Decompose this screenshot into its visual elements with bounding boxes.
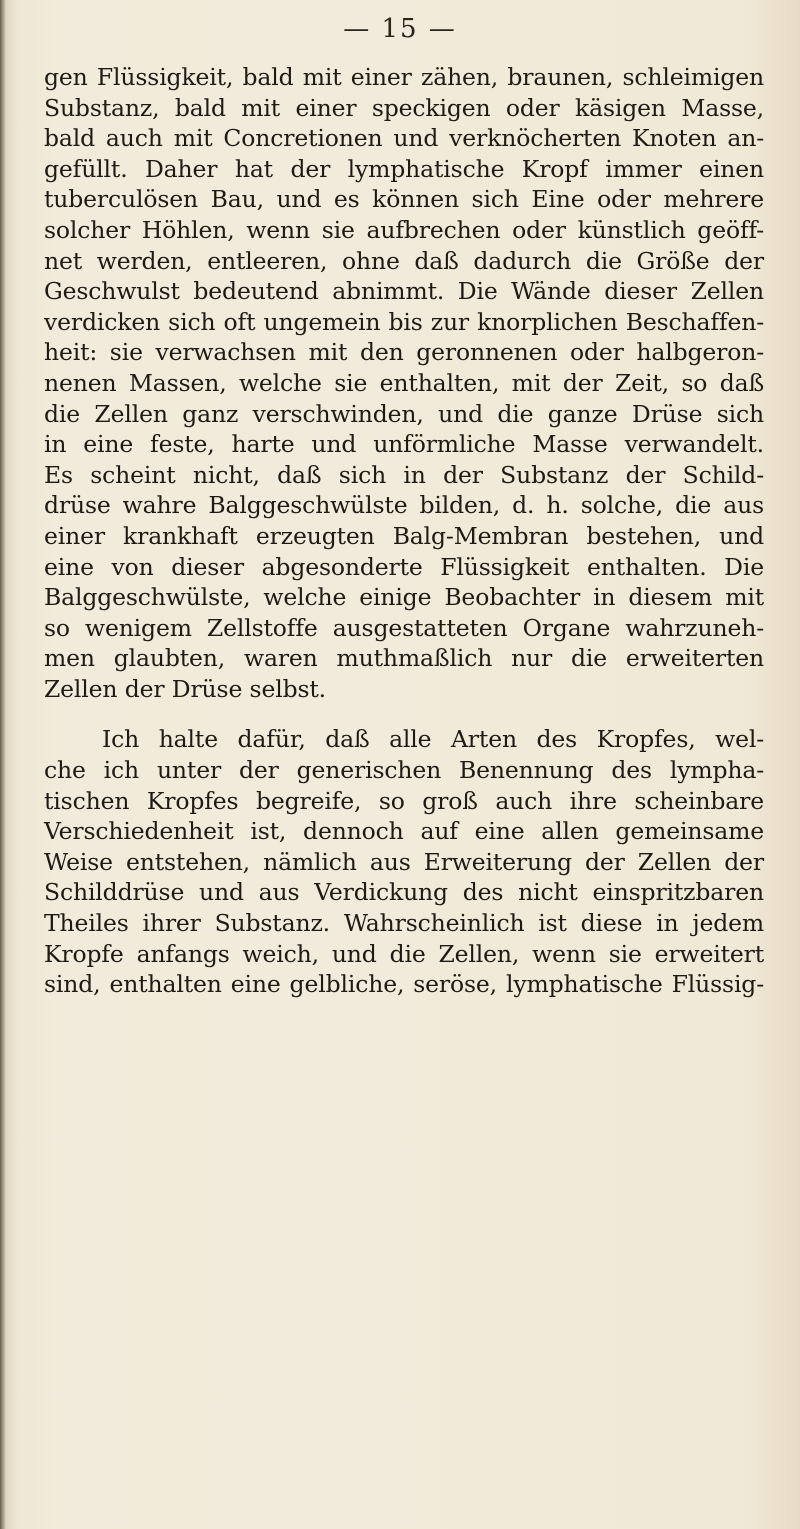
text-line: Weise entstehen, nämlich aus Erweiterung der Zellen der (44, 847, 764, 876)
text-line: tischen Kropfes begreife, so groß auch ihre scheinbare (44, 786, 764, 815)
text-line: sind, enthalten eine gelbliche, seröse, lymphatische Flüssig- (44, 970, 764, 999)
text-line: Theiles ihrer Substanz. Wahrscheinlich ist diese in jedem (44, 909, 764, 938)
text-line: Ich halte dafür, daß alle Arten des Kropfes, wel- (102, 725, 764, 754)
text-line: Balggeschwülste, welche einige Beobachter in diesem mit (44, 583, 764, 612)
text-line: Es scheint nicht, daß sich in der Substanz der Schild- (44, 460, 764, 489)
text-line: gen Flüssigkeit, bald mit einer zähen, braunen, schleimigen (44, 63, 764, 91)
text-line: einer krankhaft erzeugten Balg-Membran bestehen, und (44, 521, 764, 550)
text-line: bald auch mit Concretionen und verknöcherten Knoten an- (44, 124, 764, 153)
text-line: heit: sie verwachsen mit den geronnenen oder halbgeron- (44, 338, 764, 367)
text-line: eine von dieser abgesonderte Flüssigkeit enthalten. Die (44, 552, 764, 581)
text-line: che ich unter der generischen Benennung des lympha- (44, 756, 764, 785)
text-line: Substanz, bald mit einer speckigen oder käsigen Masse, (44, 93, 764, 122)
text-line: die Zellen ganz verschwinden, und die ganze Drüse sich (44, 399, 764, 428)
text-line: in eine feste, harte und unförmliche Masse verwandelt. (44, 430, 764, 459)
text-line: Kropfe anfangs weich, und die Zellen, wenn sie erweitert (44, 939, 764, 968)
text-line: drüse wahre Balggeschwülste bilden, d. h. solche, die aus (44, 491, 764, 520)
text-line: tuberculösen Bau, und es können sich Eine oder mehrere (44, 185, 764, 214)
text-line: net werden, entleeren, ohne daß dadurch die Größe der (44, 246, 764, 275)
text-line: nenen Massen, welche sie enthalten, mit der Zeit, so daß (44, 368, 764, 397)
paragraph-1 (44, 62, 764, 704)
text-line: Geschwulst bedeutend abnimmt. Die Wände dieser Zellen (44, 277, 764, 306)
text-line: men glaubten, waren muthmaßlich nur die erweiterten (44, 644, 764, 673)
text-line: Schilddrüse und aus Verdickung des nicht einspritzbaren (44, 878, 764, 907)
body-text (44, 62, 764, 1000)
text-line: Verschiedenheit ist, dennoch auf eine allen gemeinsame (44, 817, 764, 846)
text-line: Zellen der Drüse selbst. (44, 674, 326, 703)
text-line: solcher Höhlen, wenn sie aufbrechen oder künstlich geöff- (44, 215, 764, 244)
paragraph-spacer (44, 704, 764, 724)
paragraph-2 (44, 724, 764, 999)
binding-shadow (0, 0, 6, 1529)
page-number: — 15 — (343, 14, 457, 44)
text-line: gefüllt. Daher hat der lymphatische Kropf immer einen (44, 154, 764, 183)
text-line: so wenigem Zellstoffe ausgestatteten Organe wahrzuneh- (44, 613, 764, 642)
text-line: verdicken sich oft ungemein bis zur knorplichen Beschaffen- (44, 307, 764, 336)
